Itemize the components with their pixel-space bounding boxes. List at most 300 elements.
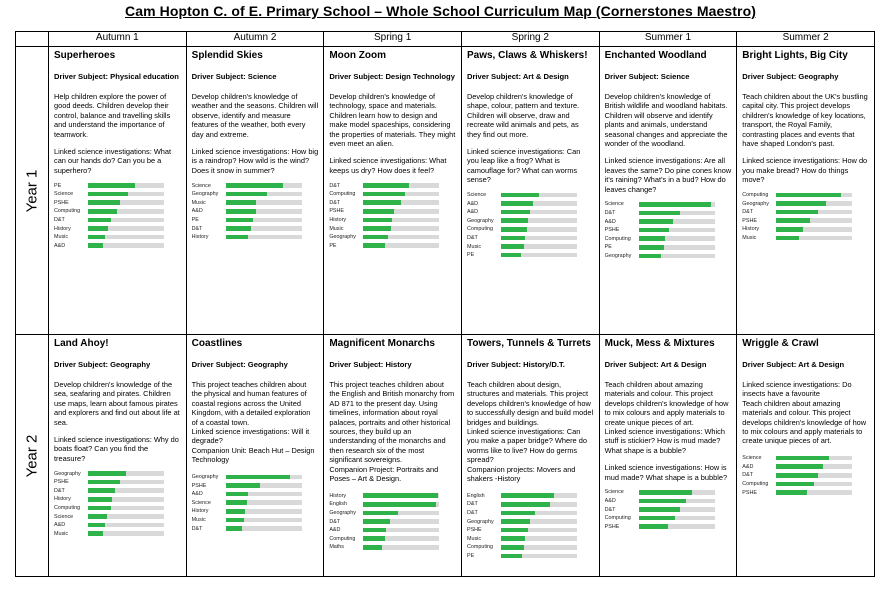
subject-bar-row [54, 521, 181, 530]
subject-bar-chart [605, 200, 732, 260]
subject-bar-label: PSHE [329, 208, 344, 215]
driver-subject: Driver Subject: History [329, 360, 412, 369]
subject-bar-fill [226, 192, 268, 197]
subject-bar-row [742, 480, 869, 489]
subject-bar-row [54, 241, 181, 250]
driver-subject: Driver Subject: History/D.T. [466, 360, 565, 369]
subject-bar-fill [639, 254, 662, 259]
subject-bar-label: English [329, 501, 347, 508]
year-row [16, 335, 875, 577]
subject-bar-label: PSHE [54, 479, 69, 486]
subject-bar-track [776, 464, 852, 469]
subject-bar-label: PSHE [466, 527, 482, 534]
term-header-row [16, 32, 875, 47]
project-title: Coastlines [191, 338, 243, 349]
subject-bar-label: PSHE [54, 199, 69, 206]
subject-bar-label: Geography [466, 518, 494, 525]
project-description [329, 380, 456, 483]
subject-bar-label: Computing [466, 226, 494, 233]
subject-bar-fill [88, 506, 111, 511]
subject-bar-label: Geography [604, 252, 632, 259]
project-title: Moon Zoom [329, 50, 386, 61]
subject-bar-fill [226, 218, 253, 223]
subject-bar-track [88, 488, 164, 493]
subject-bar-track [363, 183, 439, 188]
subject-bar-row [329, 198, 456, 207]
subject-bar-fill [776, 201, 825, 206]
subject-bar-chart [54, 469, 181, 538]
subject-bar-label: PSHE [742, 217, 757, 224]
subject-bar-track [88, 235, 164, 240]
subject-bar-track [88, 243, 164, 248]
subject-bar-label: D&T [329, 182, 341, 189]
subject-bar-label: D&T [466, 501, 478, 508]
subject-bar-track [88, 506, 164, 511]
subject-bar-fill [501, 210, 530, 215]
subject-bar-fill [363, 536, 384, 541]
curriculum-table [15, 31, 875, 577]
description-line: Develop children's knowledge of the sea, seafaring and pirates. Children use maps, learn about famous pirates and explorers and find out about life at sea. [54, 380, 180, 427]
subject-bar-row [467, 500, 594, 509]
subject-bar-label: Science [604, 489, 624, 496]
driver-subject: Driver Subject: Art & Design [742, 360, 845, 369]
driver-subject: Driver Subject: Geography [54, 360, 151, 369]
description-line: Companion projects: Movers and shakers -History [466, 464, 576, 484]
subject-bar-label: Science [191, 499, 211, 506]
subject-bar-row [467, 517, 594, 526]
subject-bar-fill [88, 488, 115, 493]
linked-investigations: Linked science investigations: Are all leaves the same? Do pine cones know it's raining? What's in a bud? How do leaves change? [604, 156, 732, 194]
driver-subject: Driver Subject: Physical education [54, 72, 179, 81]
subject-bar-fill [88, 531, 103, 536]
subject-bar-track [226, 183, 302, 188]
subject-bar-fill [639, 202, 711, 207]
year-label: Year 1 [23, 169, 41, 212]
subject-bar-label: Music [191, 199, 206, 206]
subject-bar-track [363, 209, 439, 214]
subject-bar-track [363, 192, 439, 197]
term-header: Summer 2 [737, 32, 875, 47]
subject-bar-label: A&D [191, 208, 203, 215]
subject-bar-track [501, 493, 577, 498]
subject-bar-track [88, 183, 164, 188]
subject-bar-fill [88, 218, 111, 223]
subject-bar-track [226, 518, 302, 523]
subject-bar-fill [363, 183, 409, 188]
subject-bar-row [467, 552, 594, 561]
subject-bar-row [192, 224, 319, 233]
subject-bar-fill [501, 227, 527, 232]
project-description [54, 92, 181, 139]
subject-bar-fill [88, 514, 107, 519]
project-title: Magnificent Monarchs [329, 338, 435, 349]
subject-bar-fill [639, 211, 681, 216]
subject-bar-track [776, 227, 852, 232]
subject-bar-label: History [54, 496, 71, 503]
year-label-cell [16, 47, 49, 335]
subject-bar-label: Science [54, 513, 74, 520]
subject-bar-row [192, 190, 319, 199]
subject-bar-row [329, 509, 456, 518]
subject-bar-track [639, 219, 715, 224]
subject-bar-fill [363, 209, 393, 214]
description-line: Teach children about design, structures and materials. This project develops children's knowledge of how to successfully design and build model bridges and buildings. [466, 380, 594, 427]
subject-bar-row [192, 473, 319, 482]
description-line: Develop children's knowledge of shape, colour, pattern and texture. Children will observe, draw and recreate wild animals and pets, as they find out more. [466, 92, 580, 139]
subject-bar-fill [501, 244, 524, 249]
subject-bar-row [329, 517, 456, 526]
subject-bar-track [639, 524, 715, 529]
subject-bar-row [467, 526, 594, 535]
subject-bar-label: A&D [191, 491, 203, 498]
subject-bar-track [639, 507, 715, 512]
subject-bar-fill [363, 493, 437, 498]
subject-bar-track [501, 244, 577, 249]
subject-bar-label: History [191, 234, 209, 241]
subject-bar-track [501, 554, 577, 559]
subject-bar-label: Geography [329, 509, 356, 516]
driver-subject: Driver Subject: Design Technology [329, 72, 455, 81]
subject-bar-fill [776, 464, 823, 469]
subject-bar-label: D&T [466, 234, 478, 241]
subject-bar-label: D&T [54, 216, 65, 223]
subject-bar-label: Music [191, 516, 206, 523]
project-description [54, 380, 181, 427]
subject-bar-track [226, 200, 302, 205]
subject-bar-fill [363, 545, 382, 550]
subject-bar-fill [363, 218, 392, 223]
subject-bar-track [226, 209, 302, 214]
subject-bar-fill [88, 480, 120, 485]
project-cell [599, 47, 737, 335]
subject-bar-row [54, 529, 181, 538]
project-description [742, 380, 869, 446]
project-cell [49, 335, 187, 577]
subject-bar-label: Geography [329, 234, 356, 241]
subject-bar-fill [88, 497, 112, 502]
subject-bar-row [54, 190, 181, 199]
subject-bar-row [605, 514, 732, 523]
subject-bar-row [54, 233, 181, 242]
page-title: Cam Hopton C. of E. Primary School – Whole School Curriculum Map (Cornerstones Maestro) [125, 3, 756, 19]
subject-bar-track [639, 490, 715, 495]
subject-bar-track [363, 243, 439, 248]
subject-bar-label: D&T [604, 506, 616, 513]
subject-bar-track [639, 236, 715, 241]
subject-bar-track [639, 254, 715, 259]
term-header: Spring 1 [324, 32, 462, 47]
subject-bar-label: D&T [466, 509, 478, 516]
subject-bar-label: A&D [604, 497, 616, 504]
subject-bar-label: A&D [466, 200, 479, 207]
subject-bar-fill [88, 523, 105, 528]
subject-bar-row [742, 234, 869, 243]
subject-bar-track [639, 202, 715, 207]
subject-bar-row [329, 500, 456, 509]
subject-bar-label: History [191, 508, 209, 515]
subject-bar-label: Computing [54, 504, 81, 511]
subject-bar-fill [363, 235, 387, 240]
subject-bar-label: Geography [191, 473, 219, 480]
subject-bar-row [329, 526, 456, 535]
subject-bar-label: D&T [191, 525, 203, 532]
subject-bar-row [605, 243, 732, 252]
subject-bar-track [501, 519, 577, 524]
project-description [605, 380, 732, 455]
subject-bar-label: Science [604, 201, 624, 208]
subject-bar-row [54, 504, 181, 513]
project-description [192, 92, 319, 139]
subject-bar-chart [329, 181, 456, 250]
project-cell [737, 47, 875, 335]
project-title: Muck, Mess & Mixtures [604, 338, 715, 349]
subject-bar-row [467, 225, 594, 234]
subject-bar-row [192, 498, 319, 507]
subject-bar-label: D&T [54, 487, 65, 494]
subject-bar-track [226, 218, 302, 223]
linked-investigations: Linked science investigations: How big is a raindrop? How wild is the wind? Does it snow in summer? [191, 147, 319, 175]
subject-bar-label: Geography [54, 470, 81, 477]
subject-bar-row [192, 516, 319, 525]
subject-bar-track [88, 514, 164, 519]
subject-bar-track [88, 523, 164, 528]
subject-bar-label: Music [742, 234, 757, 241]
term-header: Autumn 1 [49, 32, 187, 47]
project-title: Enchanted Woodland [604, 50, 707, 61]
subject-bar-track [776, 193, 852, 198]
project-cell [461, 47, 599, 335]
subject-bar-fill [88, 243, 103, 248]
subject-bar-label: PE [54, 182, 62, 189]
subject-bar-track [363, 528, 439, 533]
subject-bar-row [467, 191, 594, 200]
subject-bar-label: PE [191, 216, 199, 223]
subject-bar-row [54, 478, 181, 487]
subject-bar-fill [639, 499, 686, 504]
subject-bar-track [363, 511, 439, 516]
subject-bar-fill [501, 218, 528, 223]
subject-bar-label: A&D [54, 522, 66, 529]
subject-bar-fill [776, 473, 818, 478]
subject-bar-row [54, 216, 181, 225]
subject-bar-track [226, 475, 302, 480]
subject-bar-track [501, 227, 577, 232]
subject-bar-row [192, 490, 319, 499]
subject-bar-fill [501, 502, 550, 507]
subject-bar-fill [639, 490, 692, 495]
subject-bar-row [742, 199, 869, 208]
subject-bar-track [88, 209, 164, 214]
subject-bar-row [742, 462, 869, 471]
subject-bar-label: Geography [191, 191, 219, 198]
subject-bar-fill [363, 192, 405, 197]
subject-bar-track [776, 482, 852, 487]
subject-bar-track [363, 493, 439, 498]
subject-bar-row [605, 488, 732, 497]
subject-bar-track [88, 200, 164, 205]
project-cell [324, 47, 462, 335]
project-description [467, 92, 594, 139]
subject-bar-label: PSHE [604, 523, 620, 530]
subject-bar-track [776, 201, 852, 206]
description-line: Linked science investigations: Which stuff is stickier? How is mud made? What shape is a bubble? [604, 427, 725, 455]
subject-bar-row [329, 224, 456, 233]
project-title: Land Ahoy! [54, 338, 109, 349]
subject-bar-row [329, 207, 456, 216]
subject-bar-row [54, 181, 181, 190]
subject-bar-track [776, 210, 852, 215]
project-title: Towers, Tunnels & Turrets [466, 338, 591, 349]
description-line: Linked science investigations: Do insects have a favourite [742, 380, 852, 399]
subject-bar-row [605, 226, 732, 235]
linked-investigations: Linked science investigations: Why do boats float? Can you find the treasure? [54, 435, 179, 463]
subject-bar-track [226, 526, 302, 531]
subject-bar-row [742, 216, 869, 225]
subject-bar-track [501, 511, 577, 516]
project-title: Bright Lights, Big City [742, 50, 848, 61]
subject-bar-fill [363, 226, 390, 231]
subject-bar-label: History [329, 492, 347, 499]
subject-bar-label: D&T [329, 518, 341, 525]
subject-bar-track [88, 531, 164, 536]
subject-bar-row [192, 216, 319, 225]
linked-investigations: Linked science investigations: How do you make bread? How do things move? [742, 156, 868, 185]
subject-bar-track [88, 480, 164, 485]
subject-bar-row [742, 225, 869, 234]
subject-bar-fill [501, 554, 522, 559]
subject-bar-fill [776, 218, 810, 223]
subject-bar-fill [501, 253, 521, 258]
subject-bar-fill [363, 519, 390, 524]
subject-bar-track [639, 245, 715, 250]
subject-bar-track [226, 500, 302, 505]
subject-bar-fill [501, 493, 554, 498]
subject-bar-label: Computing [329, 191, 356, 198]
subject-bar-track [363, 545, 439, 550]
subject-bar-row [329, 216, 456, 225]
driver-subject: Driver Subject: Geography [742, 72, 839, 81]
subject-bar-label: Science [742, 455, 762, 462]
description-line: Companion Project: Portraits and Poses – Art & Design. [329, 464, 439, 484]
subject-bar-row [742, 471, 869, 480]
project-title: Paws, Claws & Whiskers! [466, 50, 588, 61]
subject-bar-row [605, 209, 732, 218]
subject-bar-label: PSHE [191, 482, 207, 489]
subject-bar-row [192, 207, 319, 216]
subject-bar-fill [226, 483, 260, 488]
subject-bar-label: History [742, 226, 760, 233]
subject-bar-fill [226, 226, 252, 231]
subject-bar-track [501, 536, 577, 541]
subject-bar-label: D&T [329, 199, 341, 206]
description-line: Develop children's knowledge of weather and the seasons. Children will observe, identify and measure features of the weather, both every day and extreme. [191, 92, 319, 139]
subject-bar-fill [88, 471, 126, 476]
subject-bar-track [88, 497, 164, 502]
subject-bar-track [501, 528, 577, 533]
description-line: Help children explore the power of good deeds. Children develop their control, balance and travelling skills and understand the importance of teamwork. [54, 92, 171, 139]
subject-bar-track [501, 502, 577, 507]
description-line: Linked science investigations: Can you make a paper bridge? Where do worms like to live? How do germs spread? [466, 427, 587, 465]
subject-bar-fill [776, 236, 799, 241]
subject-bar-track [501, 218, 577, 223]
subject-bar-track [226, 192, 302, 197]
subject-bar-row [742, 454, 869, 463]
subject-bar-fill [501, 536, 525, 541]
year-label-cell [16, 335, 49, 577]
subject-bar-fill [639, 245, 664, 250]
project-cell [49, 47, 187, 335]
subject-bar-fill [88, 200, 120, 205]
subject-bar-row [192, 233, 319, 242]
subject-bar-label: PSHE [742, 489, 757, 496]
subject-bar-chart [742, 454, 869, 497]
subject-bar-row [467, 509, 594, 518]
subject-bar-label: A&D [604, 218, 616, 225]
subject-bar-row [329, 491, 456, 500]
subject-bar-label: Computing [466, 544, 494, 551]
subject-bar-row [605, 217, 732, 226]
subject-bar-label: Music [466, 535, 482, 542]
subject-bar-label: D&T [742, 209, 754, 216]
description-line: Develop children's knowledge of technology, space and materials. Children learn how to design and make model spaceships, considering the properties of materials. They might even meet an alien. [329, 92, 456, 149]
subject-bar-row [192, 181, 319, 190]
project-description [742, 92, 869, 148]
subject-bar-label: History [54, 225, 71, 232]
subject-bar-chart [467, 491, 594, 560]
subject-bar-row [329, 241, 456, 250]
subject-bar-fill [501, 519, 530, 524]
subject-bar-track [363, 519, 439, 524]
subject-bar-chart [192, 181, 319, 241]
project-cell [186, 47, 324, 335]
subject-bar-label: D&T [742, 472, 754, 479]
subject-bar-fill [88, 226, 108, 231]
subject-bar-track [226, 492, 302, 497]
description-line: This project teaches children about the physical and human features of coastal regions across the United Kingdom, with a detailed exploration of a coastal town. [191, 380, 311, 427]
term-header: Summer 1 [599, 32, 737, 47]
subject-bar-row [605, 522, 732, 531]
description-line: Companion Unit: Beach Hut – Design Technology [191, 445, 315, 465]
linked-investigations: Linked science investigations: How is mud made? What shape is a bubble? [604, 463, 728, 482]
subject-bar-track [226, 483, 302, 488]
subject-bar-fill [501, 511, 535, 516]
subject-bar-track [363, 200, 439, 205]
project-title: Splendid Skies [191, 50, 263, 61]
subject-bar-label: PE [604, 244, 612, 251]
subject-bar-chart [54, 181, 181, 250]
subject-bar-row [192, 481, 319, 490]
subject-bar-row [467, 242, 594, 251]
subject-bar-fill [639, 507, 681, 512]
project-cell [599, 335, 737, 577]
subject-bar-fill [363, 243, 384, 248]
subject-bar-row [742, 208, 869, 217]
subject-bar-label: Computing [604, 515, 631, 522]
subject-bar-row [605, 252, 732, 261]
subject-bar-fill [363, 502, 435, 507]
subject-bar-row [467, 208, 594, 217]
subject-bar-label: Music [54, 234, 69, 241]
driver-subject: Driver Subject: Science [191, 72, 277, 81]
subject-bar-label: Computing [742, 480, 769, 487]
subject-bar-row [742, 488, 869, 497]
project-title: Wriggle & Crawl [742, 338, 819, 349]
subject-bar-fill [501, 201, 533, 206]
subject-bar-label: Computing [742, 191, 769, 198]
subject-bar-row [467, 543, 594, 552]
subject-bar-row [329, 181, 456, 190]
term-header: Spring 2 [461, 32, 599, 47]
